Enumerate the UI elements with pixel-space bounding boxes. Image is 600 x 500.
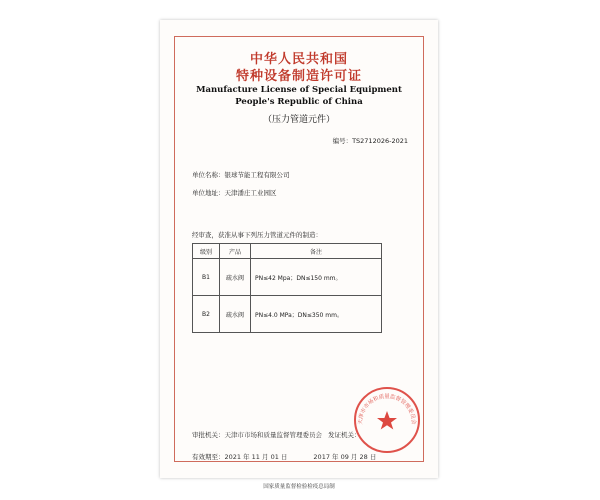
- license-category: （压力管道元件）: [262, 115, 335, 125]
- company-name-value: 银球节能工程有限公司: [224, 171, 290, 179]
- license-number-label: 编号：: [332, 137, 353, 145]
- row-product: 疏水阀: [220, 296, 251, 333]
- valid-until-date: 2021 年 11 月 01 日: [224, 453, 288, 461]
- table-row: [193, 259, 382, 296]
- table-row: [193, 296, 382, 333]
- company-address-label: 单位地址：: [192, 189, 225, 197]
- table-header-row: [193, 244, 382, 259]
- valid-until-label: 有效期至：: [192, 453, 225, 461]
- row-level: B1: [193, 259, 220, 296]
- product-table: [192, 243, 382, 333]
- title-en-line1: Manufacture License of Special Equipment: [196, 85, 402, 95]
- header-product: 产品: [220, 244, 251, 259]
- row-level: B2: [193, 296, 220, 333]
- license-number-value: TS2712026-2021: [352, 137, 408, 145]
- approval-org-label: 审批机关：: [192, 431, 225, 439]
- row-remark: PN≤42 Mpa；DN≤150 mm。: [251, 259, 382, 296]
- company-name-field: [192, 170, 290, 179]
- license-certificate: [160, 20, 438, 490]
- issuer-footer: 国家质量监督检验检疫总局制: [263, 484, 335, 490]
- company-address-value: 天津潘庄工业园区: [224, 189, 277, 197]
- approval-org-value: 天津市市场和质量监督管理委员会: [224, 431, 322, 439]
- seal-text: 天津市市场和质量监督管理委员会: [357, 393, 417, 425]
- title-cn-line1: 中华人民共和国: [249, 52, 348, 67]
- header-remark: 备注: [251, 244, 382, 259]
- approval-org-line: [192, 430, 361, 439]
- official-seal-icon: [352, 385, 422, 455]
- company-address-field: [192, 188, 277, 197]
- license-number: [333, 136, 408, 145]
- issuing-org-label: 发证机关：: [328, 431, 361, 439]
- issue-date: 2017 年 09 月 28 日: [313, 453, 377, 461]
- row-product: 疏水阀: [220, 259, 251, 296]
- title-en-line2: People's Republic of China: [235, 97, 363, 107]
- header-level: 级别: [193, 244, 220, 259]
- approval-note: 经审查，获准从事下列压力管道元件的制造：: [192, 231, 322, 239]
- row-remark: PN≤4.0 MPa；DN≤350 mm。: [251, 296, 382, 333]
- company-name-label: 单位名称：: [192, 171, 225, 179]
- validity-line: [192, 452, 376, 461]
- title-cn-line2: 特种设备制造许可证: [235, 69, 362, 84]
